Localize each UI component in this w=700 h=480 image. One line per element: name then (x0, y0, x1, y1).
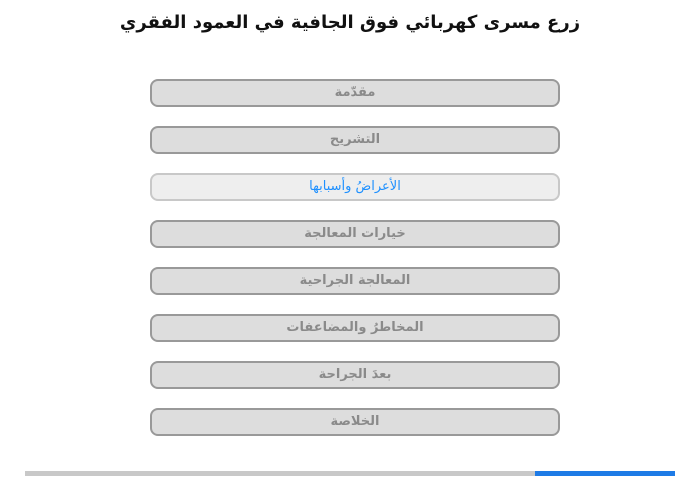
menu-item-anatomy[interactable]: التشريح (150, 126, 560, 154)
menu-item-introduction[interactable]: مقدّمة (150, 79, 560, 107)
progress-bar (25, 471, 675, 476)
menu-item-risks-complications[interactable]: المخاطرُ والمضاعفات (150, 314, 560, 342)
chapter-menu (150, 79, 560, 455)
page-title: زرع مسرى كهربائي فوق الجافية في العمود الفقري (119, 12, 581, 33)
menu-item-treatment-options[interactable]: خيارات المعالجة (150, 220, 560, 248)
menu-item-surgical-treatment[interactable]: المعالجة الجراحية (150, 267, 560, 295)
progress-bar-fill (535, 471, 675, 476)
menu-item-summary[interactable]: الخلاصة (150, 408, 560, 436)
menu-item-symptoms-causes[interactable]: الأعراضُ وأسبابها (150, 173, 560, 201)
menu-item-after-surgery[interactable]: بعدَ الجراحة (150, 361, 560, 389)
